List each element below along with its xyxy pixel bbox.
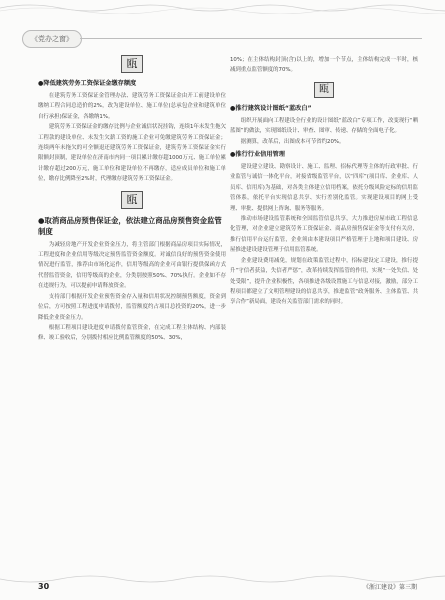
- section-glyph-2: 瓯: [121, 191, 143, 209]
- subhead-presale-deposit: ●取消商品房预售保证金，依法建立商品房预售资金监管制度: [38, 215, 222, 236]
- paragraph: 根据工程项目建设进度申请拨付监管资金，在完成工程主体结构、内部装修、竣工验收后，分别拨付相应比例监管额度的50%、30%，: [38, 324, 226, 342]
- section-glyph-3: 瓯: [314, 82, 334, 98]
- subhead-blueprint-reform: ●推行建筑设计图纸“蓝改白”: [230, 104, 312, 112]
- paragraph: 建设建立建设、勘察设计、施工、监理、招标代理等主体的行政审批、行业监管与诚信一体化平台，对接省级监管平台，以“四库”(项目库、企业库、人员库、信用库)为基础，对各类主体建立信用档案，依托分级风险定标的信用监管体系，依托平台实现信息共享、实行差别化监管。实现建设项目的网上受理、审批、提供网上咨询、服务等服务。: [230, 164, 418, 212]
- subhead-credit-management: ●推行行业信用管理: [230, 151, 285, 159]
- left-column: [38, 55, 226, 344]
- paragraph: 10%；在主体结构封顶(含)以上的，增加一个节点，主体结构完成一半时，核减到重点监管额度的70%。: [230, 57, 418, 74]
- paragraph: 为减轻房地产开发企业资金压力，将主管部门根据商品房项目实际情况，工程进度和企业信用等级决定预售监管资金额度。对诚信良好的预售资金使用情况进行监管，推荐由市场化运作，信用等级高的企业可由银行提供保函方式代替监管资金，信用等级高的企业，分类别按照50%、70%执行。企业如不存在违规行为，可以提前申请释放资金。: [38, 241, 226, 290]
- page-number: 30: [38, 582, 50, 591]
- paragraph: 在建筑劳务工资保证金管理办法、建筑劳务工资保证金由开工前建设单位缴纳工程合同总造价的2%，改为建设单位、施工单位(总承包企业和建筑单位自行承担)保证金，各缴纳1%。: [38, 93, 226, 120]
- paragraph: 建筑劳务工资保证金的缴存比例与企业诚信状况挂钩，连续1年未发生拖欠工程款的建设单位、未发生欠薪工资的施工企业可免缴建筑劳务工资保证金；连续两年未拖欠的可全额退还建筑劳务工资保证金，建筑劳务工资保证金实行限额封顶制，建设单位在济南市内同一项目累计缴存超1000万元、施工单位累计缴存超过200万元，施工单位和建设单位不再缴存，适应成员单位和施工单位，缴存比例降至2%时，代理缴存建筑劳务工资保证金。: [38, 124, 226, 183]
- right-column: [230, 55, 418, 308]
- paragraph: 推动市场建设监管系统和全国监管信息共享，大力推进房屋市政工程信息化管理，对企业建立建筑劳务工资保证金、商品房预售保证金等支付有关房，推行信用平台运行监管，企业须由本建设项目严格管理于上地和项目建设、房屋推进建设建设管理于信用监管系统。: [230, 216, 418, 254]
- section-tag: 《党办之窗》: [22, 30, 82, 48]
- section-glyph-1: 瓯: [121, 55, 143, 73]
- paragraph: 支持部门根据开发企业预售资金存入量和信用状况控制预售额度，资金到位后，方可按照工程进度申请拨付，监管额度约占项目总投资的20%，进一步降低企业资金压力。: [38, 293, 226, 321]
- top-decorative-wave: [0, 0, 445, 14]
- page-header: [22, 30, 422, 46]
- journal-name: 《浙江建设》第三期: [362, 584, 417, 591]
- subhead-labor-deposit: ●降低建筑劳务工资保证金缴存额度: [38, 80, 137, 87]
- paragraph: 据测算，改革后，出图成本可节省约20%。: [240, 138, 345, 145]
- paragraph: 企业建设费用减免，规划在政策监管过程中，招标建设定工建设，推行提升“守信者获益，失信者严惩”，改革持续发挥监管的作用，实现“一处失信、处处受限”，提升企业积极性，各项推进各级设置施工与信息对接，激励，部分工程项目都建立了文明管理建设的信息共享，推进监管“政务服务、主体监管、共享合作”新局面，建设有关监管部门需求的同时。: [230, 257, 418, 306]
- header-rule: [80, 38, 422, 39]
- paragraph: 组织开展面向工程建设全行业的设计图纸“蓝改白”专项工作，改变现行“晒蓝图”的做法，实现图纸设计、审查、图审、传递、存储的全面电子化。: [230, 117, 418, 135]
